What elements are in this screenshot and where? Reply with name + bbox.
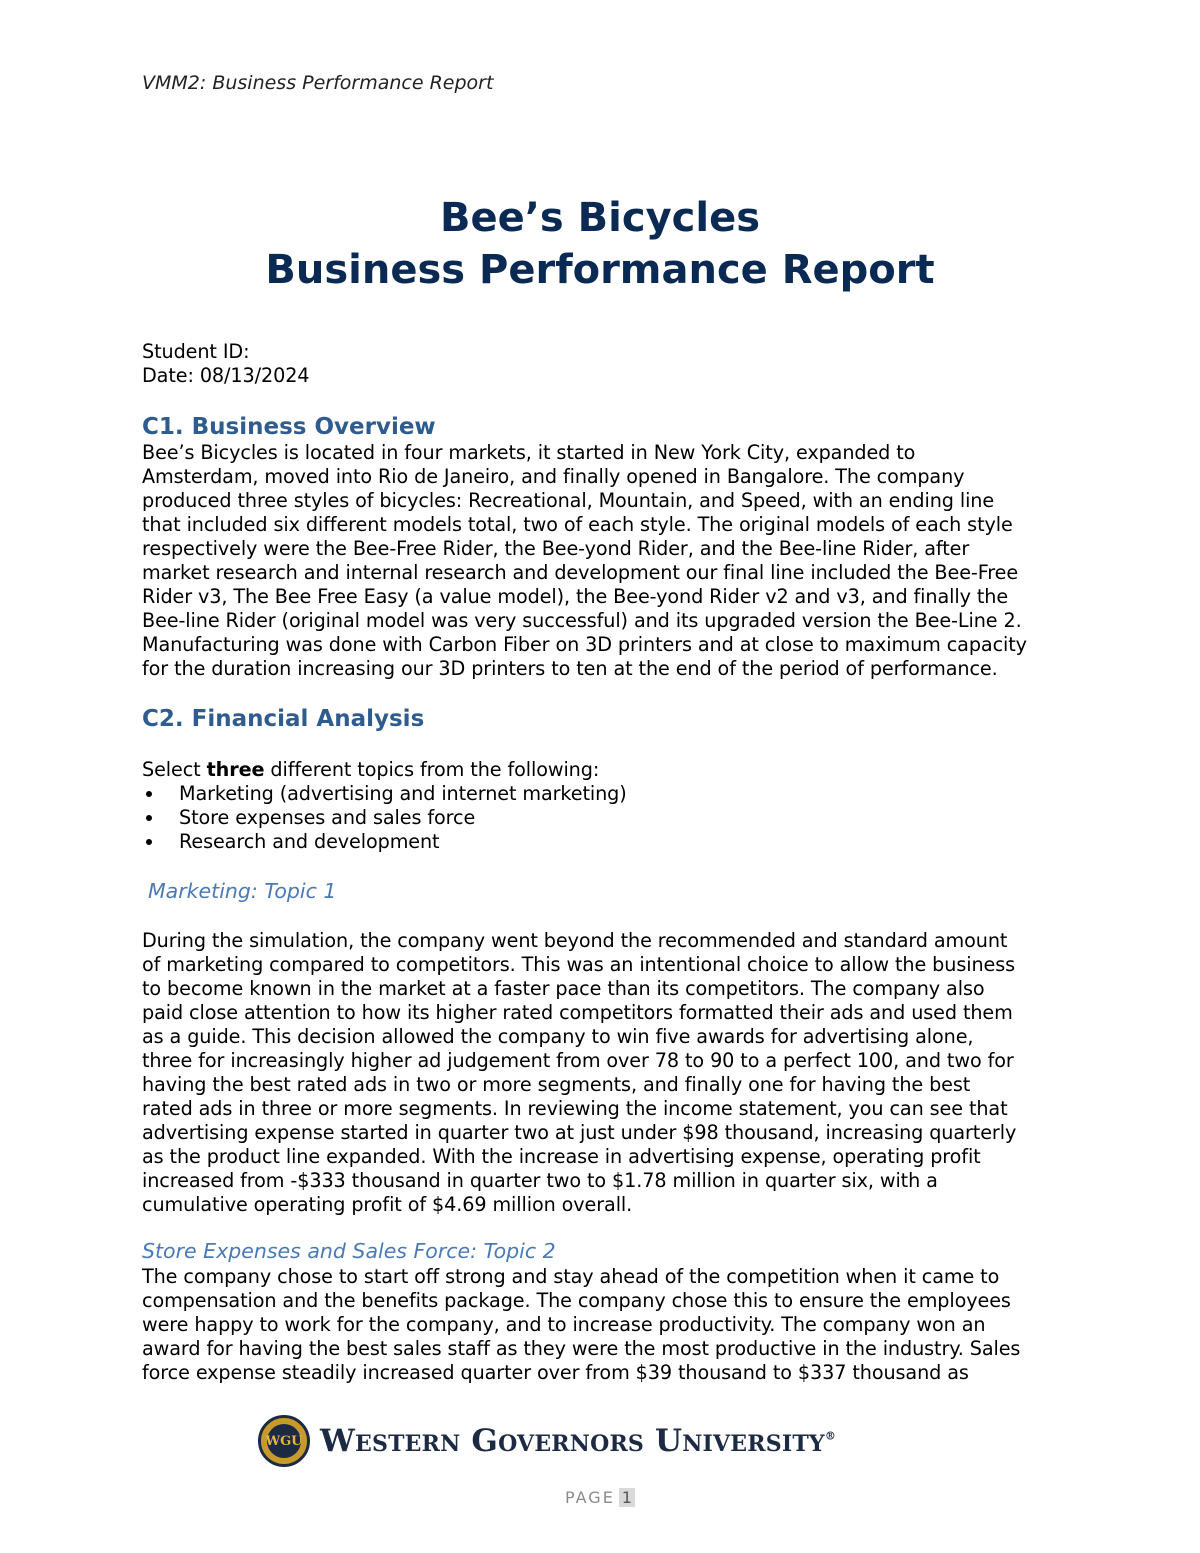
document-meta bbox=[142, 340, 1072, 388]
running-header: VMM2: Business Performance Report bbox=[142, 72, 494, 94]
university-wordmark: Western Governors University® bbox=[320, 1423, 837, 1459]
text-line: paid close attention to how its higher rated competitors formatted their ads and used them bbox=[142, 1001, 1013, 1024]
document-title bbox=[0, 192, 1200, 296]
text-line: having the best rated ads in two or more segments, and finally one for having the best bbox=[142, 1073, 971, 1096]
text-line: that included six different models total, two of each style. The original models of each style bbox=[142, 513, 1013, 536]
wgu-logo bbox=[258, 1411, 836, 1471]
list-item: Marketing (advertising and internet marketing) bbox=[142, 782, 1072, 806]
marketing-paragraph bbox=[142, 929, 1072, 1217]
list-item: Store expenses and sales force bbox=[142, 806, 1072, 830]
text-line: force expense steadily increased quarter over from $39 thousand to $337 thousand as bbox=[142, 1361, 969, 1384]
text-line: produced three styles of bicycles: Recreational, Mountain, and Speed, with an ending line bbox=[142, 489, 995, 512]
student-id: Student ID: bbox=[142, 340, 250, 363]
text-line: of marketing compared to competitors. This was an intentional choice to allow the business bbox=[142, 953, 1016, 976]
text-line: as a guide. This decision allowed the company to win five awards for advertising alone, bbox=[142, 1025, 974, 1048]
text-line: advertising expense started in quarter two at just under $98 thousand, increasing quarterly bbox=[142, 1121, 1017, 1144]
text-line: Manufacturing was done with Carbon Fiber on 3D printers and at close to maximum capacity bbox=[142, 633, 1027, 656]
report-date: Date: 08/13/2024 bbox=[142, 364, 310, 387]
subheading-topic-1: Marketing: Topic 1 bbox=[148, 879, 337, 903]
text-line: as the product line expanded. With the increase in advertising expense, operating profit bbox=[142, 1145, 981, 1168]
section-heading-c1: C1. Business Overview bbox=[142, 414, 436, 440]
text-line: rated ads in three or more segments. In reviewing the income statement, you can see that bbox=[142, 1097, 1008, 1120]
text-line: increased from -$333 thousand in quarter two to $1.78 million in quarter six, with a bbox=[142, 1169, 938, 1192]
list-item: Research and development bbox=[142, 830, 1072, 854]
section-heading-c2: C2. Financial Analysis bbox=[142, 706, 425, 732]
text-line: award for having the best sales staff as they were the most productive in the industry. Sales bbox=[142, 1337, 1021, 1360]
selection-emphasis: three bbox=[206, 758, 265, 781]
text-line: During the simulation, the company went beyond the recommended and standard amount bbox=[142, 929, 1008, 952]
text-line: compensation and the benefits package. The company chose this to ensure the employees bbox=[142, 1289, 1011, 1312]
text-line: Amsterdam, moved into Rio de Janeiro, and finally opened in Bangalore. The company bbox=[142, 465, 965, 488]
store-expenses-paragraph bbox=[142, 1265, 1072, 1385]
topic-selection bbox=[142, 758, 1072, 854]
seal-letters: WGU bbox=[267, 1424, 301, 1458]
text-line: for the duration increasing our 3D printers to ten at the end of the period of performance. bbox=[142, 657, 998, 680]
text-line: Bee-line Rider (original model was very successful) and its upgraded version the Bee-Line 2. bbox=[142, 609, 1022, 632]
text-line: respectively were the Bee-Free Rider, the Bee-yond Rider, and the Bee-line Rider, after bbox=[142, 537, 970, 560]
subheading-topic-2: Store Expenses and Sales Force: Topic 2 bbox=[142, 1239, 556, 1263]
topic-list bbox=[142, 782, 1072, 854]
text-line: market research and internal research and development our final line included the Bee-Free bbox=[142, 561, 1019, 584]
text-line: cumulative operating profit of $4.69 million overall. bbox=[142, 1193, 633, 1216]
text-line: three for increasingly higher ad judgement from over 78 to 90 to a perfect 100, and two for bbox=[142, 1049, 1014, 1072]
selection-instruction: Select three different topics from the following: bbox=[142, 758, 600, 781]
business-overview-paragraph bbox=[142, 441, 1072, 681]
text-line: Bee’s Bicycles is located in four markets, it started in New York City, expanded to bbox=[142, 441, 916, 464]
title-line-2: Business Performance Report bbox=[265, 247, 935, 293]
university-seal-icon bbox=[258, 1415, 310, 1467]
text-line: to become known in the market at a faster pace than its competitors. The company also bbox=[142, 977, 985, 1000]
title-line-1: Bee’s Bicycles bbox=[439, 195, 761, 241]
text-line: were happy to work for the company, and to increase productivity. The company won an bbox=[142, 1313, 986, 1336]
text-line: Rider v3, The Bee Free Easy (a value model), the Bee-yond Rider v2 and v3, and finally the bbox=[142, 585, 1009, 608]
text-line: The company chose to start off strong and stay ahead of the competition when it came to bbox=[142, 1265, 1000, 1288]
page-number: PAGE 1 bbox=[0, 1488, 1200, 1507]
page-number-value: 1 bbox=[619, 1488, 635, 1507]
